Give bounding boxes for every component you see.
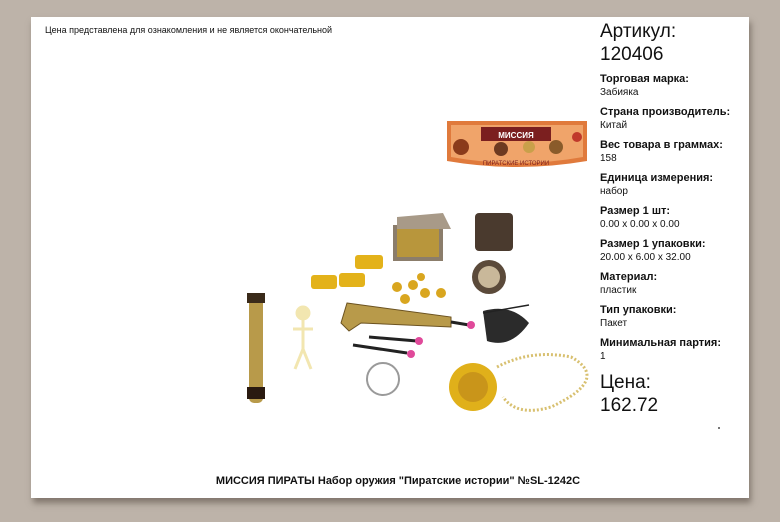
spec-label: Размер 1 шт: bbox=[600, 205, 671, 217]
article-value: 120406 bbox=[600, 44, 664, 65]
spec-brand bbox=[600, 72, 750, 99]
spec-packaging-type bbox=[600, 303, 750, 330]
decorative-dot bbox=[718, 427, 720, 429]
spec-value: 20.00 x 6.00 x 32.00 bbox=[600, 252, 691, 263]
gold-chain bbox=[497, 355, 587, 411]
spyglass bbox=[247, 293, 265, 403]
price-value: 162.72 bbox=[600, 395, 659, 416]
spec-value: 158 bbox=[600, 153, 617, 164]
product-card bbox=[31, 17, 749, 498]
spec-value: набор bbox=[600, 186, 628, 197]
earring-ring bbox=[367, 363, 399, 395]
spec-label: Страна производитель: bbox=[600, 106, 731, 118]
darts bbox=[353, 337, 417, 353]
article-label: Артикул: bbox=[600, 21, 677, 42]
spec-value: Забияка bbox=[600, 87, 639, 98]
spec-label: Материал: bbox=[600, 271, 658, 283]
spec-label: Вес товара в граммах: bbox=[600, 139, 723, 151]
spec-weight bbox=[600, 138, 750, 165]
spec-value: Пакет bbox=[600, 318, 628, 329]
packaging-header bbox=[447, 121, 587, 167]
gold-ingots bbox=[311, 255, 383, 289]
toy-pistol bbox=[341, 303, 475, 331]
spec-material bbox=[600, 270, 750, 297]
gold-coins bbox=[392, 273, 446, 304]
spec-package-size bbox=[600, 237, 750, 264]
spec-label: Торговая марка: bbox=[600, 73, 689, 85]
product-info-panel bbox=[600, 20, 750, 417]
spec-value: Китай bbox=[600, 120, 628, 131]
price-label: Цена: bbox=[600, 372, 651, 393]
treasure-chest bbox=[393, 213, 451, 261]
price-disclaimer: Цена представлена для ознакомления и не является окончательной bbox=[45, 25, 333, 35]
spec-item-size bbox=[600, 204, 750, 231]
spec-min-order bbox=[600, 336, 750, 363]
spec-label: Тип упаковки: bbox=[600, 304, 677, 316]
spec-unit bbox=[600, 171, 750, 198]
spec-value: пластик bbox=[600, 285, 637, 296]
product-photo bbox=[211, 117, 591, 417]
product-title: МИССИЯ ПИРАТЫ Набор оружия "Пиратские истории" №SL-1242C bbox=[215, 475, 581, 487]
skeleton-figure bbox=[293, 307, 313, 369]
eye-patch bbox=[483, 305, 529, 343]
spec-label: Единица измерения: bbox=[600, 172, 714, 184]
spec-country bbox=[600, 105, 750, 132]
packaging-series-text: ПИРАТСКИЕ ИСТОРИИ bbox=[482, 161, 550, 167]
spec-label: Размер 1 упаковки: bbox=[600, 238, 706, 250]
gold-medallion bbox=[449, 363, 497, 411]
spec-value: 0.00 x 0.00 x 0.00 bbox=[600, 219, 680, 230]
compass bbox=[472, 213, 513, 294]
spec-value: 1 bbox=[600, 351, 606, 362]
spec-label: Минимальная партия: bbox=[600, 337, 721, 349]
packaging-brand-text: МИССИЯ bbox=[498, 131, 534, 140]
